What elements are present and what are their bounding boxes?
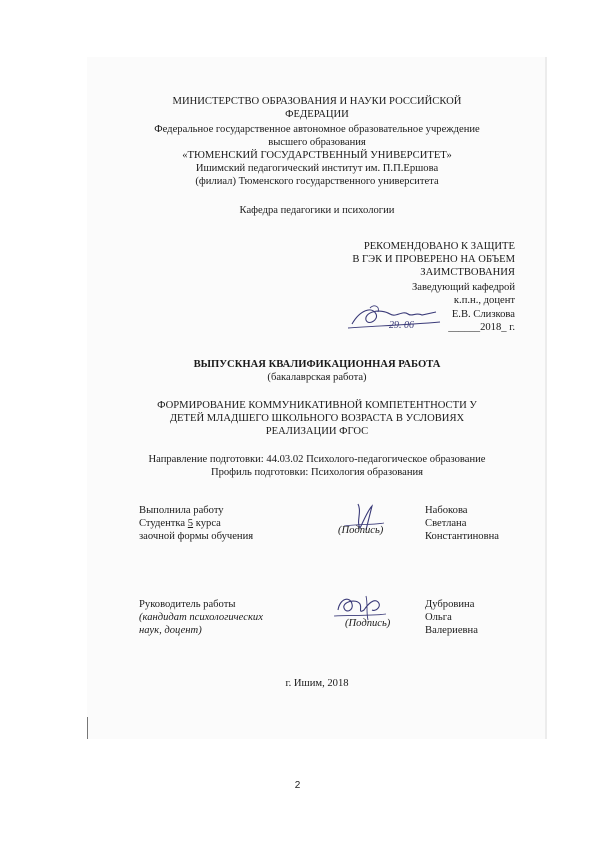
topic-line-2: ДЕТЕЙ МЛАДШЕГО ШКОЛЬНОГО ВОЗРАСТА В УСЛОВИЯХ: [169, 413, 465, 424]
scan-edge-mark: [87, 717, 88, 739]
supervisor-patronymic: Валериевна: [425, 625, 478, 636]
approval-line-1: РЕКОМЕНДОВАНО К ЗАЩИТЕ: [363, 241, 515, 252]
supervisor-sign-caption: (Подпись): [345, 618, 391, 629]
approval-line-2: В ГЭК И ПРОВЕРЕНО НА ОБЪЕМ: [352, 254, 515, 265]
approval-date-line: ______2018_ г.: [448, 322, 515, 333]
handwritten-date: 29. 06: [389, 320, 414, 331]
branch-name: (филиал) Тюменского государственного университета: [195, 176, 439, 187]
student-label-1: Выполнила работу: [139, 505, 224, 516]
topic-line-1: ФОРМИРОВАНИЕ КОММУНИКАТИВНОЙ КОМПЕТЕНТНОСТИ У: [157, 400, 477, 411]
ministry-line-2: ФЕДЕРАЦИИ: [285, 109, 349, 120]
student-patronymic: Константиновна: [425, 531, 499, 542]
student-sign-caption: (Подпись): [338, 525, 384, 536]
supervisor-surname: Дубровина: [425, 599, 475, 610]
institution-line-1: Федеральное государственное автономное образовательное учреждение: [154, 124, 480, 135]
university-name: «ТЮМЕНСКИЙ ГОСУДАРСТВЕННЫЙ УНИВЕРСИТЕТ»: [182, 150, 452, 161]
supervisor-label-3: наук, доцент): [139, 625, 202, 636]
department-name: Кафедра педагогики и психологии: [239, 205, 395, 216]
supervisor-label-2: (кандидат психологических: [139, 612, 263, 623]
direction-line: Направление подготовки: 44.03.02 Психолого-педагогическое образование: [148, 454, 486, 465]
approval-line-3: ЗАИМСТВОВАНИЯ: [420, 267, 515, 278]
approval-head-name: Е.В. Слизкова: [451, 309, 515, 320]
student-label-2: [139, 518, 221, 530]
approval-position: Заведующий кафедрой: [411, 282, 515, 293]
student-label-3: заочной формы обучения: [139, 531, 254, 542]
work-type: ВЫПУСКНАЯ КВАЛИФИКАЦИОННАЯ РАБОТА: [193, 359, 441, 370]
student-surname: Набокова: [425, 505, 468, 516]
supervisor-label-1: Руководитель работы: [139, 599, 236, 610]
supervisor-first-name: Ольга: [425, 612, 452, 623]
student-first-name: Светлана: [425, 518, 467, 529]
student-label-2a: Студентка: [139, 518, 188, 529]
page-number: 2: [294, 780, 301, 791]
ministry-line-1: МИНИСТЕРСТВО ОБРАЗОВАНИЯ И НАУКИ РОССИЙСКОЙ: [172, 96, 462, 107]
institute-name: Ишимский педагогический институт им. П.П.Ершова: [195, 163, 439, 174]
topic-line-3: РЕАЛИЗАЦИИ ФГОС: [265, 426, 369, 437]
city-year: г. Ишим, 2018: [285, 678, 349, 689]
course-number: 5: [187, 518, 194, 529]
institution-line-2: высшего образования: [268, 137, 366, 148]
profile-line: Профиль подготовки: Психология образования: [210, 467, 424, 478]
student-label-2b: курса: [193, 518, 221, 529]
approval-degree: к.п.н., доцент: [453, 295, 515, 306]
work-type-sub: (бакалаврская работа): [267, 372, 367, 383]
